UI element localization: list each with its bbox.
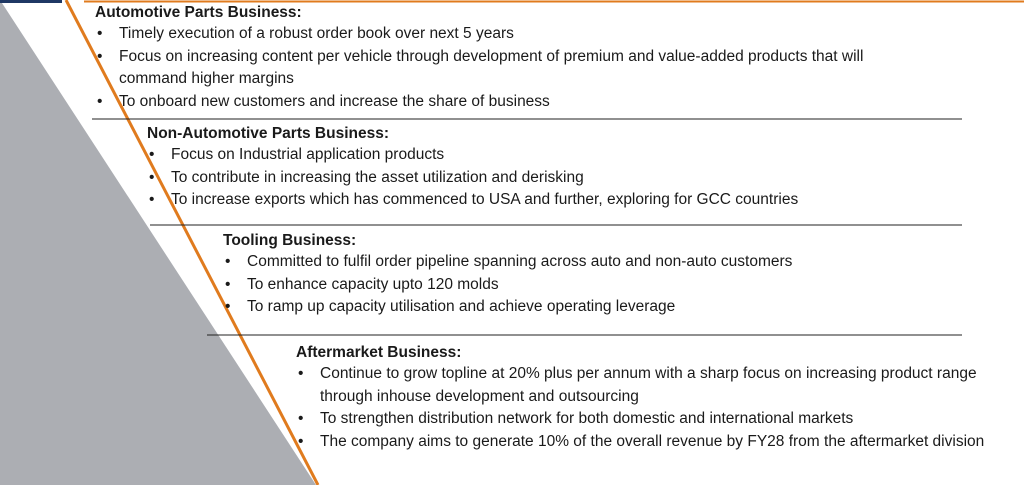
bullet-list <box>147 144 947 212</box>
list-item: • The company aims to generate 10% of the overall revenue by FY28 from the aftermarket division <box>296 431 996 454</box>
navy-corner-mark <box>0 0 62 3</box>
list-item: • Continue to grow topline at 20% plus per annum with a sharp focus on increasing product range through inhouse development and outsourcing <box>296 363 996 408</box>
section-title: Automotive Parts Business: <box>95 4 302 21</box>
list-item: • Focus on Industrial application products <box>147 144 947 167</box>
list-item: • To enhance capacity upto 120 molds <box>223 274 943 297</box>
list-item: • To strengthen distribution network for both domestic and international markets <box>296 408 996 431</box>
section-title: Non-Automotive Parts Business: <box>147 125 390 142</box>
list-item: • To contribute in increasing the asset utilization and derisking <box>147 167 947 190</box>
non-automotive-parts-section <box>147 124 947 212</box>
list-item: • To ramp up capacity utilisation and achieve operating leverage <box>223 296 943 319</box>
bullet-list <box>95 23 875 113</box>
tooling-section <box>223 231 943 319</box>
bullet-list <box>223 251 943 319</box>
bullet-list <box>296 363 996 453</box>
list-item: • To onboard new customers and increase the share of business <box>95 91 875 114</box>
list-item: • Committed to fulfil order pipeline spanning across auto and non-auto customers <box>223 251 943 274</box>
aftermarket-section <box>296 343 996 453</box>
list-item: • Timely execution of a robust order book over next 5 years <box>95 23 875 46</box>
list-item: • Focus on increasing content per vehicle through development of premium and value-added products that will command higher margins <box>95 46 875 91</box>
automotive-parts-section <box>95 3 875 113</box>
section-title: Tooling Business: <box>223 232 357 249</box>
section-title: Aftermarket Business: <box>296 344 462 361</box>
list-item: • To increase exports which has commenced to USA and further, exploring for GCC countries <box>147 189 947 212</box>
